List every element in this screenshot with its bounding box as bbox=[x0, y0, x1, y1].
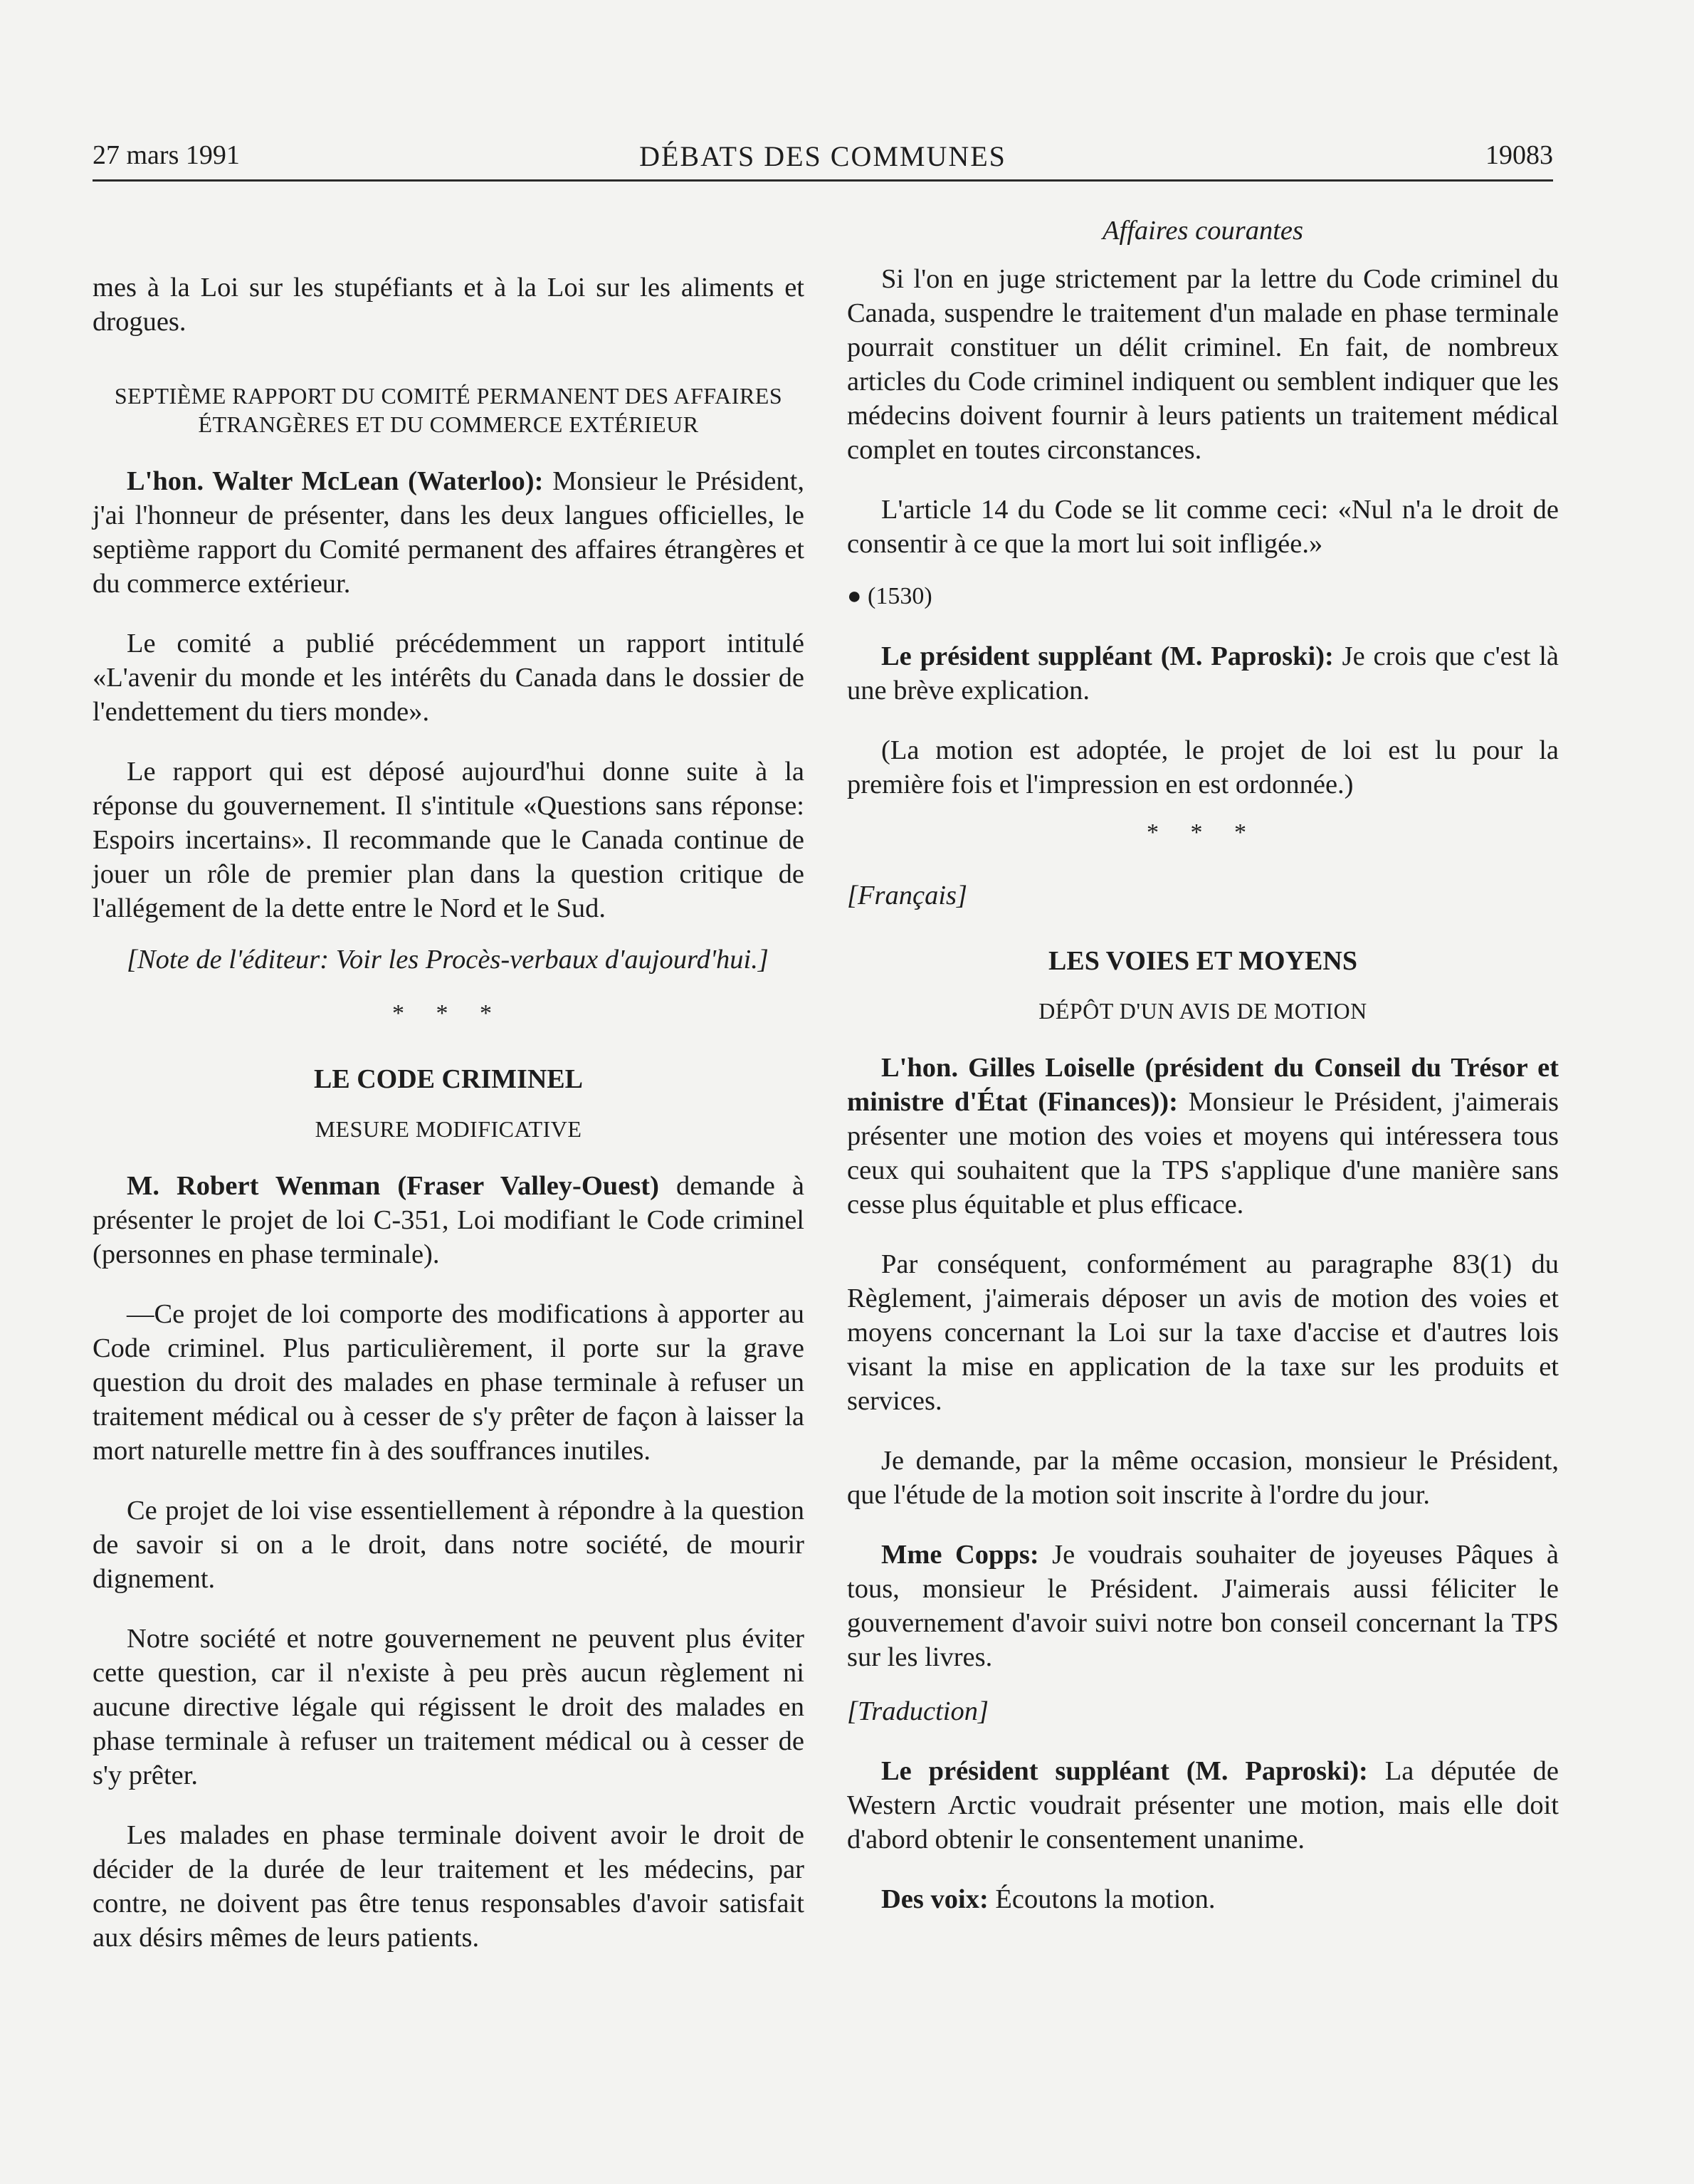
left-paragraph-3: Le rapport qui est déposé aujourd'hui donne suite à la réponse du gouvernement. Il s'intitule «Questions sans réponse: Espoirs incertains». Il recommande que le Canada continue de jouer un rôle de premier plan dans la question critique de l'allégement de la dette entre le Nord et le Sud. bbox=[93, 757, 804, 923]
right-paragraph-2: L'article 14 du Code se lit comme ceci: «Nul n'a le droit de consentir à ce que la mort lui soit infligée.» bbox=[847, 495, 1559, 559]
section-heading-voies-et-moyens: LES VOIES ET MOYENS bbox=[1048, 946, 1357, 976]
running-head: Affaires courantes bbox=[1103, 216, 1303, 246]
left-paragraph-0: mes à la Loi sur les stupéfiants et à la Loi sur les aliments et drogues. bbox=[93, 273, 804, 337]
speech-text: Je crois que c'est là une brève explication. bbox=[847, 641, 1559, 705]
language-marker-francais: [Français] bbox=[847, 881, 967, 910]
speaker-name: Le président suppléant (M. Paproski): bbox=[881, 641, 1334, 671]
left-paragraph-2: Le comité a publié précédemment un rapport intitulé «L'avenir du monde et les intérêts du Canada dans le dossier de l'endettement du tiers monde». bbox=[93, 629, 804, 727]
header-page-number: 19083 bbox=[1485, 140, 1553, 170]
section-heading-rapport: SEPTIÈME RAPPORT DU COMITÉ PERMANENT DES AFFAIRES ÉTRANGÈRES ET DU COMMERCE EXTÉRIEUR bbox=[114, 383, 783, 437]
section-separator: * * * bbox=[392, 1000, 505, 1027]
right-paragraph-4: (La motion est adoptée, le projet de loi est lu pour la première fois et l'impression en est ordonnée.) bbox=[847, 735, 1559, 799]
left-paragraph-6: Ce projet de loi vise essentiellement à répondre à la question de savoir si on a le droit, dans notre société, de mourir dignement. bbox=[93, 1496, 804, 1594]
speaker-name: L'hon. Walter McLean (Waterloo): bbox=[127, 466, 544, 496]
right-column bbox=[847, 214, 1559, 1916]
subheading-depot-avis: DÉPÔT D'UN AVIS DE MOTION bbox=[1038, 998, 1367, 1024]
speech-text: Monsieur le Président, j'ai l'honneur de présenter, dans les deux langues officielles, le septième rapport du Comité permanent des affaires étrangères et du commerce extérieur. bbox=[93, 466, 804, 599]
section-separator: * * * bbox=[1147, 819, 1259, 846]
editor-note: [Note de l'éditeur: Voir les Procès-verbaux d'aujourd'hui.] bbox=[127, 945, 769, 975]
right-paragraph-1: Si l'on en juge strictement par la lettre du Code criminel du Canada, suspendre le traitement d'un malade en phase terminale pourrait constituer un délit criminel. En fait, de nombreux articles du Code criminel indiquent ou semblent indiquer que les médecins doivent fournir à leurs patients un traitement médical complet en toutes circonstances. bbox=[847, 264, 1559, 465]
speaker-name: Le président suppléant (M. Paproski): bbox=[881, 1756, 1368, 1786]
speech-text: Monsieur le Président, j'aimerais présenter une motion des voies et moyens qui intéressera tous ceux qui souhaitent que la TPS s'applique d'une manière sans cesse plus équitable et plus efficace. bbox=[847, 1087, 1559, 1219]
speaker-name: Mme Copps: bbox=[881, 1540, 1039, 1570]
section-heading-code-criminel: LE CODE CRIMINEL bbox=[314, 1064, 583, 1094]
left-paragraph-8: Les malades en phase terminale doivent avoir le droit de décider de la durée de leur traitement et les médecins, par contre, ne doivent pas être tenus responsables d'avoir satisfait aux désirs mêmes de leurs patients. bbox=[93, 1820, 804, 1953]
left-paragraph-1 bbox=[93, 464, 804, 601]
page-header bbox=[93, 140, 1553, 182]
header-date: 27 mars 1991 bbox=[93, 140, 240, 170]
left-paragraph-5: —Ce projet de loi comporte des modifications à apporter au Code criminel. Plus particulièrement, il porte sur la grave question du droit des malades en phase terminale à refuser un traitement médical ou à cesser de s'y prêter de façon à laisser la mort naturelle mettre fin à des souffrances inutiles. bbox=[93, 1299, 804, 1466]
right-paragraph-3 bbox=[847, 639, 1559, 708]
right-paragraph-10 bbox=[847, 1882, 1559, 1916]
right-paragraph-7: Je demande, par la même occasion, monsieur le Président, que l'étude de la motion soit inscrite à l'ordre du jour. bbox=[847, 1446, 1559, 1510]
right-paragraph-8 bbox=[847, 1538, 1559, 1674]
speech-text: Je voudrais souhaiter de joyeuses Pâques à tous, monsieur le Président. J'aimerais aussi féliciter le gouvernement d'avoir suivi notre bon conseil concernant la TPS sur les livres. bbox=[847, 1540, 1559, 1672]
speech-text: La députée de Western Arctic voudrait présenter une motion, mais elle doit d'abord obtenir le consentement unanime. bbox=[847, 1756, 1559, 1854]
speech-text: Écoutons la motion. bbox=[988, 1884, 1216, 1914]
right-paragraph-5 bbox=[847, 1051, 1559, 1222]
time-marker: ● (1530) bbox=[847, 583, 932, 609]
right-paragraph-6: Par conséquent, conformément au paragraphe 83(1) du Règlement, j'aimerais déposer un avis de motion des voies et moyens concernant la Loi sur la taxe d'accise et d'autres lois visant la mise en application de la taxe sur les produits et services. bbox=[847, 1249, 1559, 1416]
speaker-name: Des voix: bbox=[881, 1884, 989, 1914]
subheading-mesure-modificative: MESURE MODIFICATIVE bbox=[315, 1116, 582, 1142]
header-title: DÉBATS DES COMMUNES bbox=[639, 140, 1006, 172]
left-paragraph-4 bbox=[93, 1169, 804, 1271]
left-column bbox=[93, 214, 804, 1955]
language-marker-traduction: [Traduction] bbox=[847, 1696, 989, 1726]
right-paragraph-9 bbox=[847, 1754, 1559, 1857]
speech-text: demande à présenter le projet de loi C-351, Loi modifiant le Code criminel (personnes en phase terminale). bbox=[93, 1171, 804, 1269]
left-paragraph-7: Notre société et notre gouvernement ne peuvent plus éviter cette question, car il n'existe à peu près aucun règlement ni aucune directive légale qui régissent le droit des malades en phase terminale à refuser un traitement médical ou à cesser de s'y prêter. bbox=[93, 1624, 804, 1790]
speaker-name: L'hon. Gilles Loiselle (président du Conseil du Trésor et ministre d'État (Finances)): bbox=[847, 1053, 1559, 1117]
speaker-name: M. Robert Wenman (Fraser Valley-Ouest) bbox=[127, 1171, 659, 1201]
